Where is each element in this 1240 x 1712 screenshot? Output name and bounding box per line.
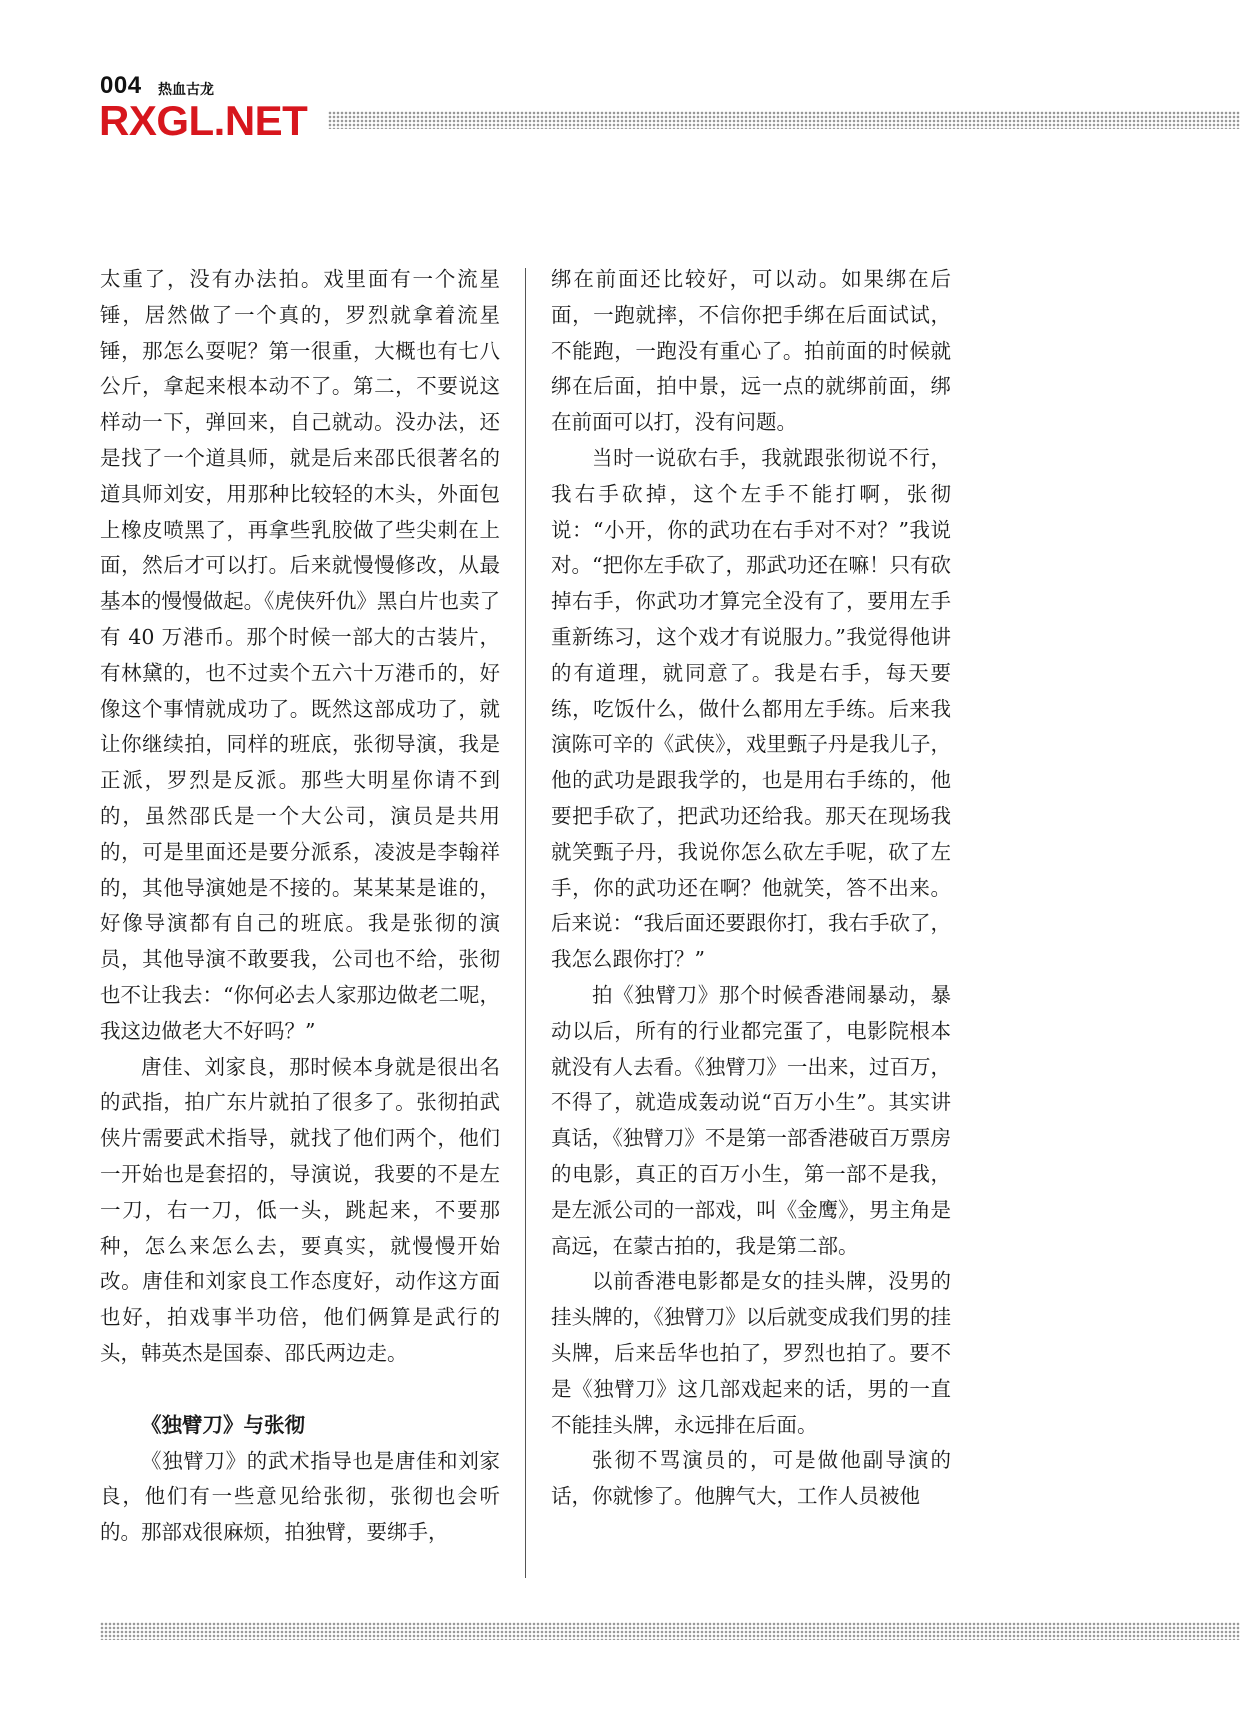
paragraph: 拍《独臂刀》那个时候香港闹暴动，暴动以后，所有的行业都完蛋了，电影院根本就没有人去看。《独臂刀》一出来，过百万，不得了，就造成轰动说“百万小生”。其实讲真话，《独臂刀》不是第一部香港破百万票房的电影，真正的百万小生，第一部不是我，是左派公司的一部戏，叫《金鹰》，男主角是高远，在蒙古拍的，我是第二部。	[551, 982, 951, 1258]
column-divider	[525, 268, 526, 1578]
paragraph: 绑在前面还比较好，可以动。如果绑在后面，一跑就摔，不信你把手绑在后面试试，不能跑，一跑没有重心了。拍前面的时候就绑在后面，拍中景，远一点的就绑前面，绑在前面可以打，没有问题。	[551, 267, 951, 435]
paragraph: 当时一说砍右手，我就跟张彻说不行，我右手砍掉，这个左手不能打啊，张彻说：“小开，你的武功在右手对不对？”我说对。“把你左手砍了，那武功还在嘛！只有砍掉右手，你武功才算完全没有了，要用左手重新练习，这个戏才有说服力。”我觉得他讲的有道理，就同意了。我是右手，每天要练，吃饭什么，做什么都用左手练。后来我演陈可辛的《武侠》，戏里甄子丹是我儿子，他的武功是跟我学的，也是用右手练的，他要把手砍了，把武功还给我。那天在现场我就笑甄子丹，我说你怎么砍左手呢，砍了左手，你的武功还在啊？他就笑，答不出来。后来说：“我后面还要跟你打，我右手砍了，我怎么跟你打？”	[551, 445, 951, 972]
paragraph: 《独臂刀》的武术指导也是唐佳和刘家良，他们有一些意见给张彻，张彻也会听的。那部戏很麻烦，拍独臂，要绑手，	[100, 1448, 500, 1545]
left-column	[100, 262, 500, 1582]
right-column	[551, 262, 951, 1582]
site-logo: RXGL.NET	[99, 97, 308, 144]
paragraph: 张彻不骂演员的，可是做他副导演的话，你就惨了。他脾气大，工作人员被他	[551, 1448, 951, 1509]
paragraph: 唐佳、刘家良，那时候本身就是很出名的武指，拍广东片就拍了很多了。张彻拍武侠片需要武术指导，就找了他们两个，他们一开始也是套招的，导演说，我要的不是左一刀，右一刀，低一头，跳起来，不要那种，怎么来怎么去，要真实，就慢慢开始改。唐佳和刘家良工作态度好，动作这方面也好，拍戏事半功倍，他们俩算是武行的头，韩英杰是国泰、邵氏两边走。	[100, 1054, 500, 1365]
section-heading: 《独臂刀》与张彻	[141, 1412, 305, 1437]
paragraph: 太重了，没有办法拍。戏里面有一个流星锤，居然做了一个真的，罗烈就拿着流星锤，那怎么耍呢？第一很重，大概也有七八公斤，拿起来根本动不了。第二，不要说这样动一下，弹回来，自己就动。没办法，还是找了一个道具师，就是后来邵氏很著名的道具师刘安，用那种比较轻的木头，外面包上橡皮喷黑了，再拿些乳胶做了些尖刺在上面，然后才可以打。后来就慢慢修改，从最基本的慢慢做起。《虎侠歼仇》黑白片也卖了有 40 万港币。那个时候一部大的古装片，有林黛的，也不过卖个五六十万港币的，好像这个事情就成功了。既然这部成功了，就让你继续拍，同样的班底，张彻导演，我是正派，罗烈是反派。那些大明星你请不到的，虽然邵氏是一个大公司，演员是共用的，可是里面还是要分派系，凌波是李翰祥的，其他导演她是不接的。某某某是谁的，好像导演都有自己的班底。我是张彻的演员，其他导演不敢要我，公司也不给，张彻也不让我去：“你何必去人家那边做老二呢，我这边做老大不好吗？”	[100, 267, 500, 1043]
footer-dotted-band	[100, 1622, 1240, 1640]
paragraph: 以前香港电影都是女的挂头牌，没男的挂头牌的，《独臂刀》以后就变成我们男的挂头牌，后来岳华也拍了，罗烈也拍了。要不是《独臂刀》这几部戏起来的话，男的一直不能挂头牌，永远排在后面。	[551, 1269, 951, 1437]
header-dotted-band	[328, 111, 1240, 129]
section-name: 热血古龙	[158, 82, 214, 98]
page-number: 004	[100, 72, 142, 99]
